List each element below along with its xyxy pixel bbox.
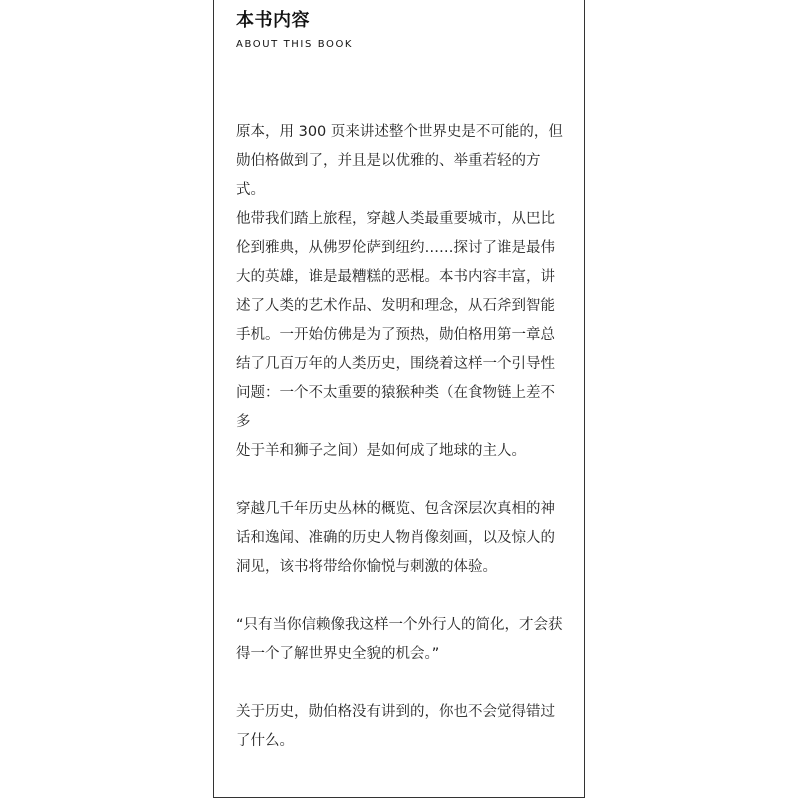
book-description-panel [213,0,585,798]
description-body [236,118,568,785]
section-subtitle: ABOUT THIS BOOK [236,39,354,50]
section-title: 本书内容 [236,10,310,31]
paragraph-closing: 关于历史，勋伯格没有讲到的，你也不会觉得错过 了什么。 [236,704,555,749]
paragraph-intro: 原本，用 300 页来讲述整个世界史是不可能的，但 勋伯格做到了，并且是以优雅的、举重若轻的方式。 他带我们踏上旅程，穿越人类最重要城市，从巴比 伦到雅典，从佛罗伦萨到纽约……探讨了谁是最伟 大的英雄，谁是最糟糕的恶棍。本书内容丰富，讲 述了人类的艺术作品、发明和理念，从石斧到智能 手机。一开始仿佛是为了预热，勋伯格用第一章总 结了几百万年的人类历史，围绕着这样一个引导性 问题：一个不太重要的猿猴种类（在食物链上差不多 处于羊和狮子之间）是如何成了地球的主人。 [236,124,563,459]
paragraph-quote: “只有当你信赖像我这样一个外行人的简化，才会获 得一个了解世界史全貌的机会。” [236,617,563,662]
paragraph-overview: 穿越几千年历史丛林的概览、包含深层次真相的神 话和逸闻、准确的历史人物肖像刻画，以及惊人的 洞见，该书将带给你愉悦与刺激的体验。 [236,501,555,575]
